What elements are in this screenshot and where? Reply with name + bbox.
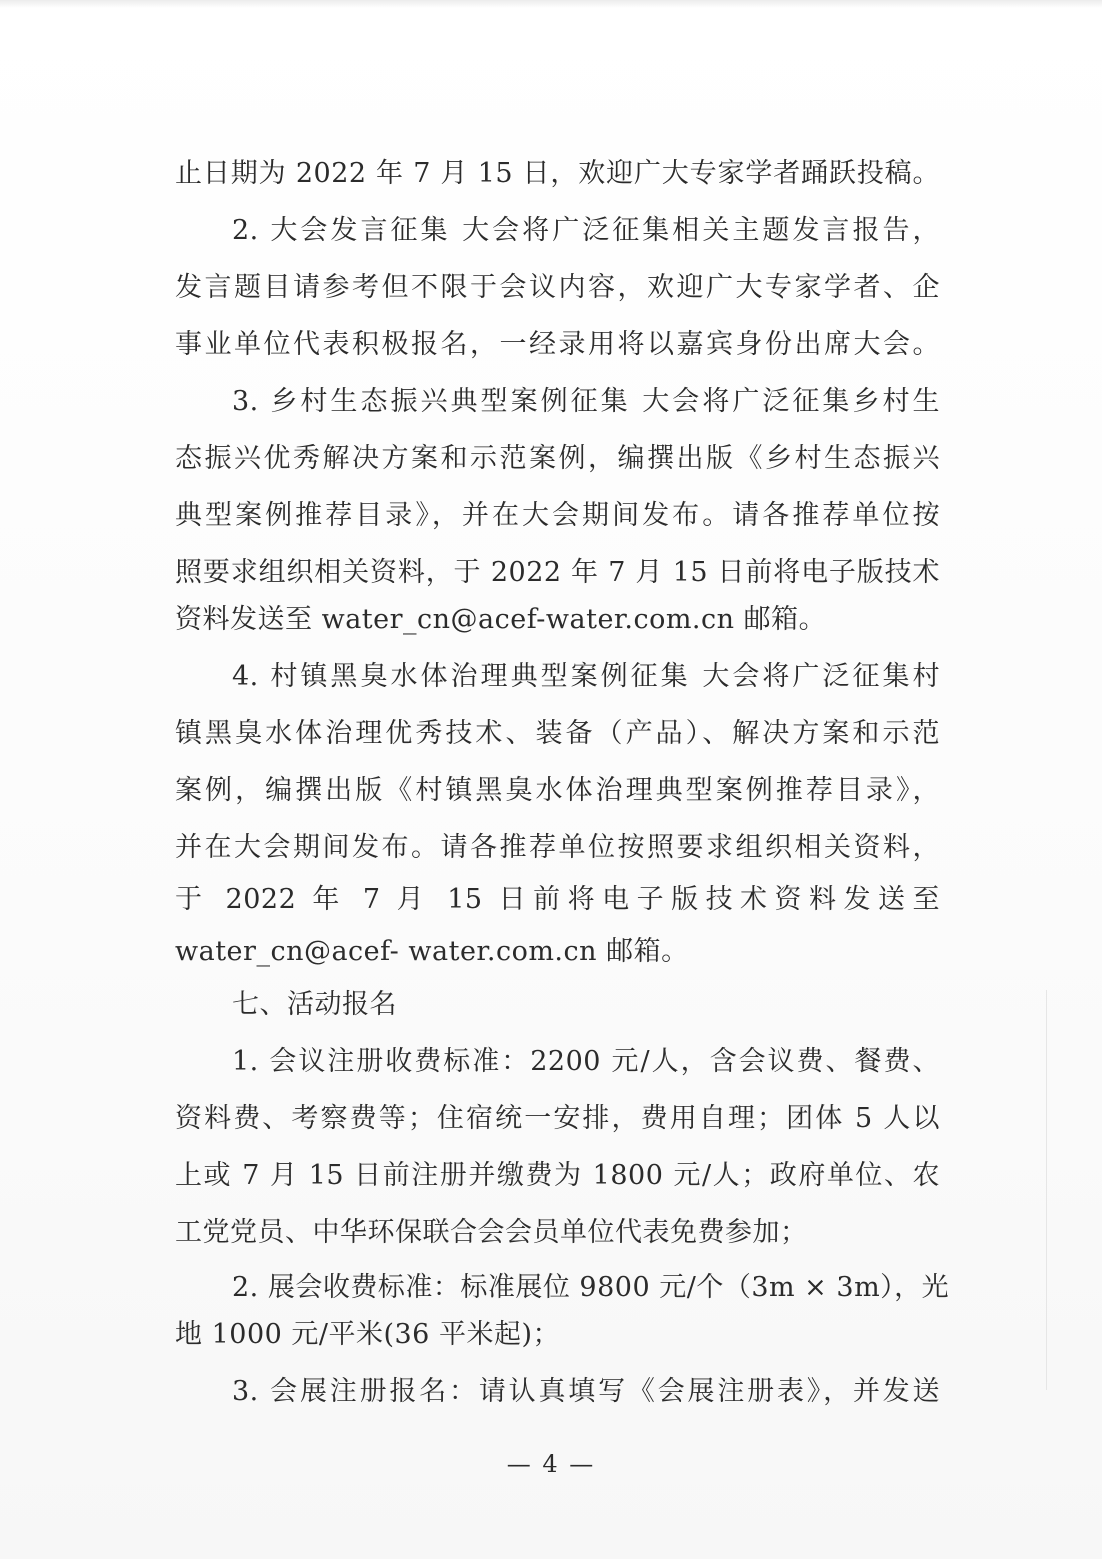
text-line: 发言题目请参考但不限于会议内容，欢迎广大专家学者、企 xyxy=(175,272,940,303)
text-line: 1. 会议注册收费标准：2200 元/人，含会议费、餐费、 xyxy=(232,1046,941,1077)
text-line: 工党党员、中华环保联合会会员单位代表免费参加； xyxy=(175,1217,808,1248)
text-line: 2. 大会发言征集 大会将广泛征集相关主题发言报告， xyxy=(232,215,940,246)
text-line: 于 2022 年 7 月 15 日前将电子版技术资料发送至 xyxy=(175,884,940,915)
text-line: 资料发送至 water_cn@acef-water.com.cn 邮箱。 xyxy=(175,604,827,635)
scan-artifact-line xyxy=(1046,990,1047,1390)
text-line: 3. 会展注册报名：请认真填写《会展注册表》，并发送 xyxy=(232,1376,940,1407)
text-line: 并在大会期间发布。请各推荐单位按照要求组织相关资料， xyxy=(175,832,940,863)
text-line: 照要求组织相关资料，于 2022 年 7 月 15 日前将电子版技术 xyxy=(175,557,940,588)
text-line: 4. 村镇黑臭水体治理典型案例征集 大会将广泛征集村 xyxy=(232,661,940,692)
section-heading: 七、活动报名 xyxy=(232,989,397,1020)
text-line: 资料费、考察费等；住宿统一安排，费用自理；团体 5 人以 xyxy=(175,1103,940,1134)
text-line: 典型案例推荐目录》，并在大会期间发布。请各推荐单位按 xyxy=(175,500,940,531)
scan-edge-shadow xyxy=(0,0,1102,8)
page-number: — 4 — xyxy=(506,1450,596,1478)
text-line: 止日期为 2022 年 7 月 15 日，欢迎广大专家学者踊跃投稿。 xyxy=(175,158,940,189)
text-line: 案例，编撰出版《村镇黑臭水体治理典型案例推荐目录》， xyxy=(175,775,940,806)
text-line: 上或 7 月 15 日前注册并缴费为 1800 元/人；政府单位、农 xyxy=(175,1160,940,1191)
text-line: water_cn@acef- water.com.cn 邮箱。 xyxy=(175,936,689,967)
text-line: 地 1000 元/平米(36 平米起)； xyxy=(175,1319,560,1350)
text-line: 事业单位代表积极报名，一经录用将以嘉宾身份出席大会。 xyxy=(175,329,940,360)
text-line: 3. 乡村生态振兴典型案例征集 大会将广泛征集乡村生 xyxy=(232,386,940,417)
text-line: 态振兴优秀解决方案和示范案例，编撰出版《乡村生态振兴 xyxy=(175,443,940,474)
text-line: 2. 展会收费标准：标准展位 9800 元/个（3m × 3m），光 xyxy=(232,1272,950,1303)
text-line: 镇黑臭水体治理优秀技术、装备（产品）、解决方案和示范 xyxy=(175,718,940,749)
